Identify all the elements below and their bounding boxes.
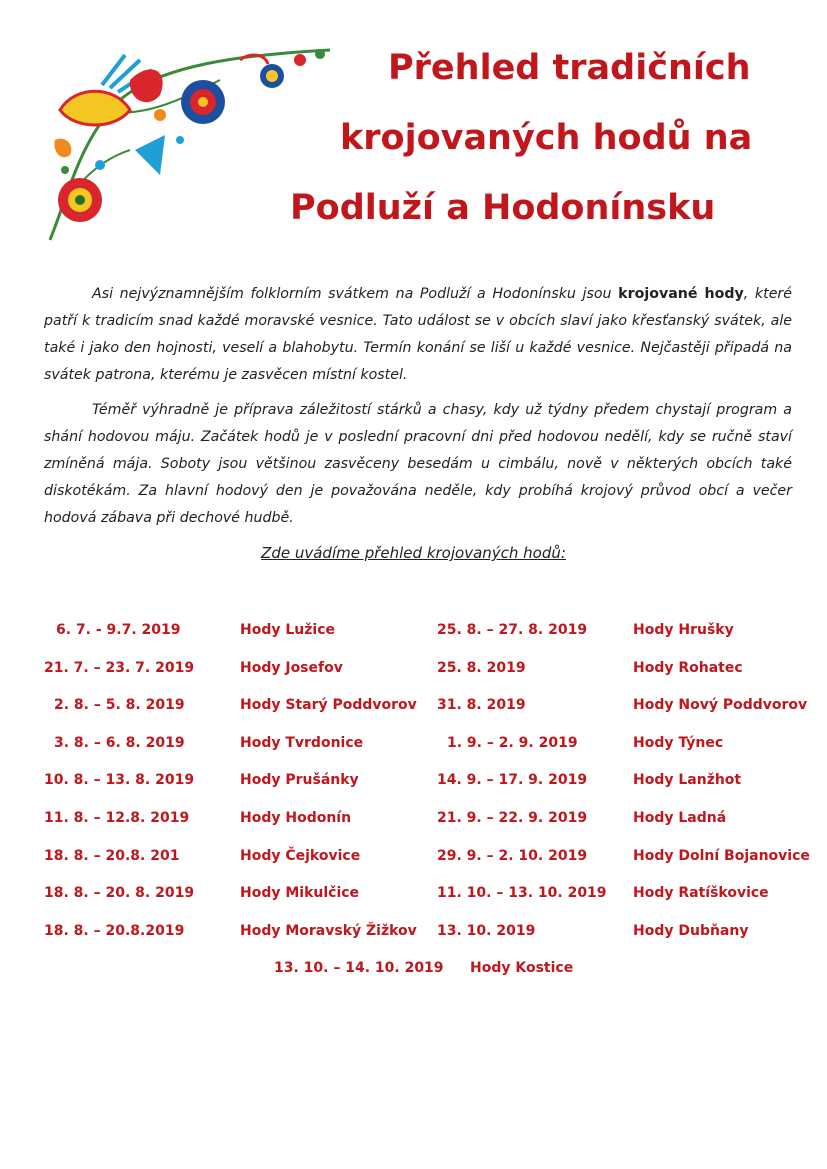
schedule-date: 2. 8. – 5. 8. 2019 [54,697,185,714]
schedule-event-name: Hody Ratíškovice [633,885,769,902]
schedule-date: 21. 9. – 22. 9. 2019 [437,810,588,826]
list-heading: Zde uvádíme přehled krojovaných hodů: [261,544,566,562]
schedule-row [0,660,827,684]
title-line-2: krojovaných hodů na [340,118,753,158]
schedule-date: 31. 8. 2019 [437,697,526,714]
schedule-row [0,960,827,984]
schedule-event-name: Hody Lužice [240,622,335,638]
schedule-row [0,810,827,834]
schedule-event-name: Hody Starý Poddvorov [240,697,417,714]
schedule-event-name: Hody Nový Poddvorov [633,697,808,714]
schedule-event-name: Hody Ladná [633,810,727,826]
schedule-event-name: Hody Dubňany [633,922,749,939]
schedule-row [0,885,827,909]
schedule-event-name: Hody Tvrdonice [240,734,364,751]
schedule-date: 6. 7. - 9.7. 2019 [56,622,181,638]
schedule-date: 10. 8. – 13. 8. 2019 [44,772,195,789]
intro-paragraph-2: Téměř výhradně je příprava záležitostí stárků a chasy, kdy už týdny předem chystají program a shání hodovou máju. Začátek hodů je v poslední pracovní dni před hodovou nedělí, kdy se ručně staví zmíněná mája. Soboty jsou většinou zasvěceny besedám u cimbálu, nově v některých obcích také diskotékám. Za hlavní hodový den je považována neděle, kdy probíhá krojový průvod obcí a večer hodová zábava při dechové hudbě. [44,402,792,526]
schedule-event-name: Hody Týnec [633,734,724,751]
schedule-date: 18. 8. – 20.8. 201 [44,847,180,864]
schedule-date: 18. 8. – 20.8.2019 [44,922,185,939]
schedule-date: 3. 8. – 6. 8. 2019 [54,734,185,751]
schedule-date: 1. 9. – 2. 9. 2019 [447,734,578,751]
schedule-row [0,848,827,872]
schedule-event-name: Hody Lanžhot [633,772,742,789]
schedule-date: 25. 8. – 27. 8. 2019 [437,622,588,638]
schedule-date: 13. 10. 2019 [437,922,536,939]
intro-paragraph-1 [44,281,792,389]
title-line-3: Podluží a Hodonínsku [290,188,716,228]
schedule-event-name: Hody Čejkovice [240,847,361,864]
schedule-date: 21. 7. – 23. 7. 2019 [44,659,195,676]
schedule-date: 18. 8. – 20. 8. 2019 [44,885,195,902]
schedule-row [0,923,827,947]
schedule-row [0,622,827,646]
schedule-date: 11. 8. – 12.8. 2019 [44,810,190,826]
intro-bold-text: krojované hody [618,286,744,302]
schedule-event-name: Hody Hrušky [633,622,734,638]
schedule-date: 11. 10. – 13. 10. 2019 [437,885,607,902]
intro-text: Asi nejvýznamnějším folklorním svátkem na Podluží a Hodonínsku jsou [92,286,619,302]
schedule-row [0,735,827,759]
schedule-date: 13. 10. – 14. 10. 2019 [274,960,444,976]
title-line-1: Přehled tradičních [388,48,751,88]
schedule-event-name: Hody Hodonín [240,810,352,826]
schedule-event-name: Hody Josefov [240,659,343,676]
schedule-date: 29. 9. – 2. 10. 2019 [437,847,588,864]
schedule-date: 14. 9. – 17. 9. 2019 [437,772,588,789]
schedule-event-name: Hody Moravský Žižkov [240,922,417,939]
schedule-event-name: Hody Prušánky [240,772,359,789]
intro-text-continued: , které patří k tradicím snad každé moravské vesnice. Tato událost se v obcích slaví jako křesťanský svátek, ale také i jako den hojnosti, veselí a blahobytu. Termín konání se liší u každé vesnice. Nejčastěji připadá na svátek patrona, kterému je zasvěcen místní kostel. [44,286,792,383]
schedule-event-name: Hody Kostice [470,960,574,976]
schedule-row [0,772,827,796]
schedule-row [0,697,827,721]
schedule-date: 25. 8. 2019 [437,659,526,676]
schedule-event-name: Hody Mikulčice [240,885,360,902]
schedule-event-name: Hody Rohatec [633,659,743,676]
schedule-event-name: Hody Dolní Bojanovice [633,847,810,864]
